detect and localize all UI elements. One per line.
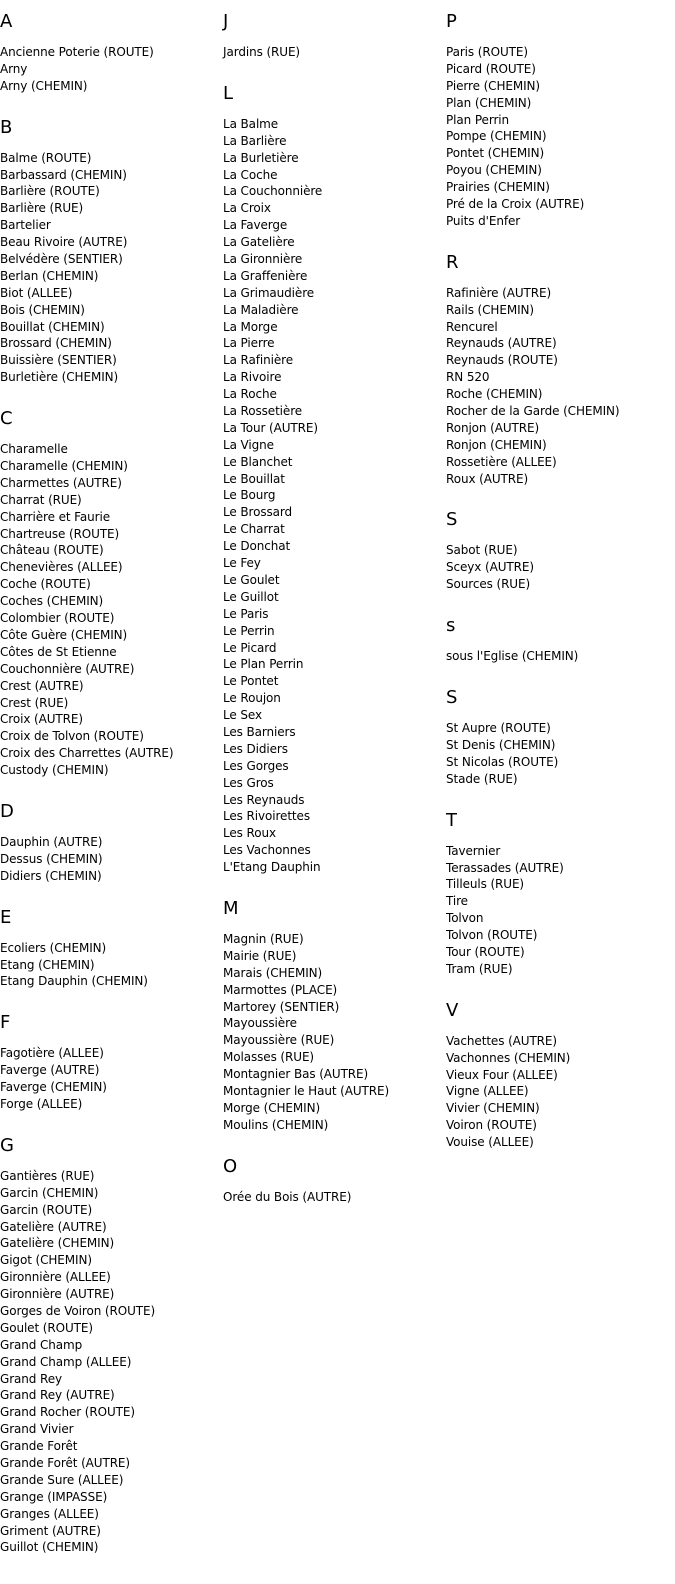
letter-section: [446, 509, 668, 593]
street-name: Forge (ALLEE): [0, 1096, 83, 1111]
street-name: Etang (CHEMIN): [0, 957, 95, 972]
street-name: Coches (CHEMIN): [0, 594, 104, 609]
street-name: Crest (AUTRE): [0, 678, 84, 693]
street-name: Vivier (CHEMIN): [446, 1101, 540, 1116]
letter-section: [446, 11, 668, 230]
street-name: Chartreuse (ROUTE): [0, 526, 120, 541]
street-name: Puits d'Enfer: [446, 213, 521, 228]
street-name: Burletière (CHEMIN): [0, 370, 119, 385]
street-list: [0, 44, 222, 95]
street-name: Rails (CHEMIN): [446, 302, 534, 317]
street-name: Pompe (CHEMIN): [446, 129, 547, 144]
street-name: Les Rivoirettes: [223, 809, 310, 824]
street-name: La Gatelière: [223, 235, 295, 250]
street-name: La Tour (AUTRE): [223, 420, 318, 435]
street-name: Roux (AUTRE): [446, 471, 529, 486]
street-list: [446, 843, 668, 978]
letter-section: [446, 810, 668, 978]
street-name: Grand Champ: [0, 1337, 83, 1352]
street-name: Belvédère (SENTIER): [0, 252, 123, 267]
street-name: Le Fey: [223, 556, 261, 571]
street-name: Etang Dauphin (CHEMIN): [0, 974, 148, 989]
street-name: Le Brossard: [223, 505, 293, 520]
street-name: Mayoussière: [223, 1016, 297, 1031]
street-name: La Morge: [223, 319, 278, 334]
letter-section: [0, 1135, 222, 1556]
street-name: Croix des Charrettes (AUTRE): [0, 746, 174, 761]
street-name: Bartelier: [0, 218, 51, 233]
street-name: St Nicolas (ROUTE): [446, 754, 559, 769]
street-name: Grand Vivier: [0, 1422, 74, 1437]
street-name: Arny (CHEMIN): [0, 78, 88, 93]
street-list: [0, 441, 222, 779]
street-name: Coche (ROUTE): [0, 577, 91, 592]
street-name: La Faverge: [223, 218, 288, 233]
street-list: [223, 931, 445, 1134]
letter-section: [223, 83, 445, 876]
street-name: Vouise (ALLEE): [446, 1135, 534, 1150]
street-name: Jardins (RUE): [223, 45, 301, 59]
section-letter-heading: L: [223, 82, 234, 104]
street-name: Croix (AUTRE): [0, 712, 83, 727]
street-name: La Coche: [223, 167, 278, 182]
letter-section: [446, 252, 668, 488]
street-name: Buissière (SENTIER): [0, 353, 117, 368]
section-letter-heading: O: [223, 1155, 238, 1177]
street-name: St Aupre (ROUTE): [446, 721, 551, 736]
street-name: L'Etang Dauphin: [223, 860, 321, 875]
street-name: Voiron (ROUTE): [446, 1118, 537, 1133]
letter-section: [0, 907, 222, 991]
street-name: Charamelle: [0, 442, 68, 457]
street-list: [0, 940, 222, 991]
street-name: La Rossetière: [223, 404, 303, 419]
street-name: Le Guillot: [223, 589, 279, 604]
letter-section: [0, 408, 222, 779]
street-list: [446, 285, 668, 488]
street-name: La Maladière: [223, 302, 299, 317]
street-name: Brossard (CHEMIN): [0, 336, 112, 351]
street-name: Biot (ALLEE): [0, 285, 73, 300]
section-letter-heading: J: [223, 11, 229, 32]
street-name: Marais (CHEMIN): [223, 965, 323, 980]
street-name: Fagotière (ALLEE): [0, 1046, 104, 1061]
street-name: Rossetière (ALLEE): [446, 454, 557, 469]
street-list: [446, 542, 668, 593]
street-name: Magnin (RUE): [223, 931, 304, 946]
street-name: Gironnière (ALLEE): [0, 1270, 111, 1285]
section-letter-heading: T: [446, 809, 457, 831]
street-name: Balme (ROUTE): [0, 150, 92, 165]
street-name: Les Reynauds: [223, 792, 305, 807]
street-name: Dauphin (AUTRE): [0, 834, 103, 849]
street-name: La Vigne: [223, 437, 274, 452]
street-name: Le Goulet: [223, 572, 280, 587]
street-name: Molasses (RUE): [223, 1050, 315, 1065]
street-name: Tram (RUE): [446, 961, 513, 976]
street-name: Custody (CHEMIN): [0, 763, 109, 778]
street-index-column-2: [223, 0, 445, 1206]
street-name: Grand Rocher (ROUTE): [0, 1405, 135, 1420]
street-name: Montagnier le Haut (AUTRE): [223, 1083, 390, 1098]
section-letter-heading: M: [223, 897, 239, 919]
street-name: Griment (AUTRE): [0, 1523, 101, 1538]
section-letter-heading: S: [446, 687, 458, 709]
street-name: Grande Forêt (AUTRE): [0, 1456, 131, 1470]
street-name: Barbassard (CHEMIN): [0, 167, 127, 182]
letter-section: [0, 801, 222, 885]
street-list: [0, 150, 222, 386]
street-name: La Graffenière: [223, 268, 308, 283]
street-name: Granges (ALLEE): [0, 1506, 99, 1521]
street-name: La Gironnière: [223, 252, 303, 267]
street-list: [223, 1189, 445, 1206]
street-name: Sceyx (AUTRE): [446, 560, 534, 575]
street-name: Vachettes (AUTRE): [446, 1033, 557, 1048]
street-name: sous l'Eglise (CHEMIN): [446, 649, 579, 664]
street-name: Vigne (ALLEE): [446, 1084, 529, 1099]
street-name: Le Perrin: [223, 623, 275, 638]
street-name: Gatelière (CHEMIN): [0, 1236, 115, 1251]
street-name: Le Roujon: [223, 691, 281, 706]
street-name: Gironnière (AUTRE): [0, 1287, 115, 1302]
street-index-column-3: [446, 0, 668, 1151]
street-name: Ronjon (CHEMIN): [446, 437, 547, 452]
street-name: Le Bourg: [223, 488, 276, 503]
street-name: Grand Champ (ALLEE): [0, 1354, 132, 1369]
section-letter-heading: C: [0, 408, 13, 430]
street-list: [0, 1168, 222, 1556]
street-list: [223, 116, 445, 876]
street-name: Côte Guère (CHEMIN): [0, 627, 128, 642]
street-name: Tolvon: [446, 911, 484, 926]
street-name: Sabot (RUE): [446, 543, 518, 558]
street-name: Grand Rey: [0, 1371, 63, 1386]
street-name: La Roche: [223, 387, 277, 402]
street-name: Beau Rivoire (AUTRE): [0, 235, 128, 250]
street-name: Le Paris: [223, 606, 269, 621]
street-name: Le Donchat: [223, 539, 291, 554]
street-list: [446, 720, 668, 788]
street-name: Orée du Bois (AUTRE): [223, 1189, 352, 1204]
street-name: St Denis (CHEMIN): [446, 737, 556, 752]
street-name: Grande Sure (ALLEE): [0, 1472, 124, 1487]
street-name: Gantières (RUE): [0, 1168, 95, 1183]
street-list: [446, 44, 668, 230]
street-name: Plan Perrin: [446, 112, 510, 127]
street-name: Ancienne Poterie (ROUTE): [0, 45, 154, 59]
street-name: Grand Rey (AUTRE): [0, 1388, 115, 1403]
street-name: Faverge (AUTRE): [0, 1063, 100, 1078]
street-name: Sources (RUE): [446, 577, 531, 592]
street-name: Poyou (CHEMIN): [446, 163, 542, 178]
street-name: La Grimaudière: [223, 285, 315, 300]
street-name: Couchonnière (AUTRE): [0, 661, 135, 676]
street-name: Garcin (ROUTE): [0, 1202, 93, 1217]
street-name: Mayoussière (RUE): [223, 1033, 335, 1048]
street-name: Colombier (ROUTE): [0, 611, 115, 626]
section-letter-heading: D: [0, 800, 14, 822]
street-name: Tire: [446, 894, 468, 909]
street-name: Ecoliers (CHEMIN): [0, 940, 107, 955]
street-name: Didiers (CHEMIN): [0, 868, 102, 883]
street-name: Pré de la Croix (AUTRE): [446, 197, 585, 212]
street-name: Tolvon (ROUTE): [446, 928, 538, 943]
street-name: Vieux Four (ALLEE): [446, 1067, 558, 1082]
section-letter-heading: s: [446, 615, 456, 637]
street-name: Picard (ROUTE): [446, 61, 536, 76]
street-name: Reynauds (AUTRE): [446, 336, 557, 351]
street-index-column-1: [0, 0, 222, 1556]
street-name: Tilleuls (RUE): [446, 877, 525, 892]
letter-section: [223, 1156, 445, 1206]
street-name: Faverge (CHEMIN): [0, 1080, 107, 1095]
section-letter-heading: F: [0, 1012, 11, 1034]
street-name: Reynauds (ROUTE): [446, 353, 558, 368]
street-name: Rocher de la Garde (CHEMIN): [446, 404, 620, 419]
street-name: La Couchonnière: [223, 184, 323, 199]
street-name: Roche (CHEMIN): [446, 387, 543, 402]
street-name: Les Roux: [223, 826, 276, 841]
letter-section: [446, 1000, 668, 1151]
street-name: Croix de Tolvon (ROUTE): [0, 729, 144, 744]
street-name: Gatelière (AUTRE): [0, 1219, 107, 1234]
street-name: La Rafinière: [223, 353, 294, 368]
street-list: [0, 834, 222, 885]
street-name: Martorey (SENTIER): [223, 999, 340, 1014]
street-name: Vachonnes (CHEMIN): [446, 1050, 571, 1065]
section-letter-heading: B: [0, 116, 13, 138]
street-name: La Burletière: [223, 150, 299, 165]
street-name: La Rivoire: [223, 370, 282, 385]
street-name: Charrière et Faurie: [0, 509, 110, 524]
street-name: Rencurel: [446, 319, 498, 334]
street-name: Bois (CHEMIN): [0, 302, 85, 317]
street-name: Les Gorges: [223, 758, 289, 773]
section-letter-heading: G: [0, 1134, 14, 1156]
street-name: La Pierre: [223, 336, 275, 351]
street-name: Garcin (CHEMIN): [0, 1185, 99, 1200]
street-list: [0, 1045, 222, 1113]
street-name: Le Plan Perrin: [223, 657, 304, 672]
street-name: Goulet (ROUTE): [0, 1320, 93, 1335]
street-list: [446, 648, 668, 665]
street-name: Bouillat (CHEMIN): [0, 319, 105, 334]
street-name: Pontet (CHEMIN): [446, 146, 545, 161]
section-letter-heading: E: [0, 906, 12, 928]
street-name: Les Vachonnes: [223, 843, 311, 858]
letter-section: [0, 117, 222, 386]
street-name: Prairies (CHEMIN): [446, 180, 550, 195]
street-name: Paris (ROUTE): [446, 45, 528, 59]
street-name: La Barlière: [223, 133, 287, 148]
street-name: Pierre (CHEMIN): [446, 78, 540, 93]
street-name: Les Didiers: [223, 741, 288, 756]
street-name: Charamelle (CHEMIN): [0, 459, 128, 474]
street-list: [223, 44, 445, 61]
street-name: Le Sex: [223, 708, 262, 723]
street-name: Château (ROUTE): [0, 543, 104, 558]
street-name: Berlan (CHEMIN): [0, 268, 99, 283]
street-name: Le Charrat: [223, 522, 285, 537]
street-name: Arny: [0, 61, 28, 76]
letter-section: [0, 1012, 222, 1113]
street-name: La Balme: [223, 116, 279, 131]
street-name: Gorges de Voiron (ROUTE): [0, 1303, 156, 1318]
section-letter-heading: P: [446, 11, 457, 32]
street-name: Grange (IMPASSE): [0, 1489, 108, 1504]
letter-section: [446, 615, 668, 665]
street-name: Tour (ROUTE): [446, 944, 525, 959]
street-name: Barlière (RUE): [0, 201, 84, 216]
letter-section: [0, 11, 222, 95]
street-name: Côtes de St Etienne: [0, 644, 117, 659]
street-name: Le Picard: [223, 640, 277, 655]
street-name: Plan (CHEMIN): [446, 95, 532, 110]
street-name: Grande Forêt: [0, 1439, 78, 1454]
street-name: Le Pontet: [223, 674, 279, 689]
section-letter-heading: R: [446, 251, 459, 273]
street-name: Le Blanchet: [223, 454, 293, 469]
letter-section: [223, 11, 445, 61]
section-letter-heading: S: [446, 509, 458, 531]
street-name: Les Gros: [223, 775, 274, 790]
letter-section: [223, 898, 445, 1134]
street-name: Terassades (AUTRE): [446, 860, 564, 875]
street-name: Moulins (CHEMIN): [223, 1117, 329, 1132]
section-letter-heading: A: [0, 11, 13, 32]
street-name: Morge (CHEMIN): [223, 1100, 321, 1115]
letter-section: [446, 687, 668, 788]
street-name: RN 520: [446, 370, 490, 385]
street-name: Crest (RUE): [0, 695, 69, 710]
street-name: Les Barniers: [223, 724, 296, 739]
street-name: Marmottes (PLACE): [223, 982, 338, 997]
street-name: Ronjon (AUTRE): [446, 420, 540, 435]
street-name: Guillot (CHEMIN): [0, 1540, 99, 1555]
street-name: Mairie (RUE): [223, 948, 297, 963]
street-name: La Croix: [223, 201, 271, 216]
street-name: Chenevières (ALLEE): [0, 560, 123, 575]
street-name: Charmettes (AUTRE): [0, 475, 122, 490]
street-name: Rafinière (AUTRE): [446, 285, 552, 300]
street-name: Gigot (CHEMIN): [0, 1253, 92, 1268]
street-list: [446, 1033, 668, 1151]
street-name: Charrat (RUE): [0, 492, 82, 507]
street-name: Montagnier Bas (AUTRE): [223, 1067, 369, 1082]
street-name: Tavernier: [446, 843, 501, 858]
section-letter-heading: V: [446, 999, 459, 1021]
street-name: Le Bouillat: [223, 471, 285, 486]
street-name: Stade (RUE): [446, 771, 518, 786]
street-name: Dessus (CHEMIN): [0, 851, 103, 866]
street-name: Barlière (ROUTE): [0, 184, 100, 199]
